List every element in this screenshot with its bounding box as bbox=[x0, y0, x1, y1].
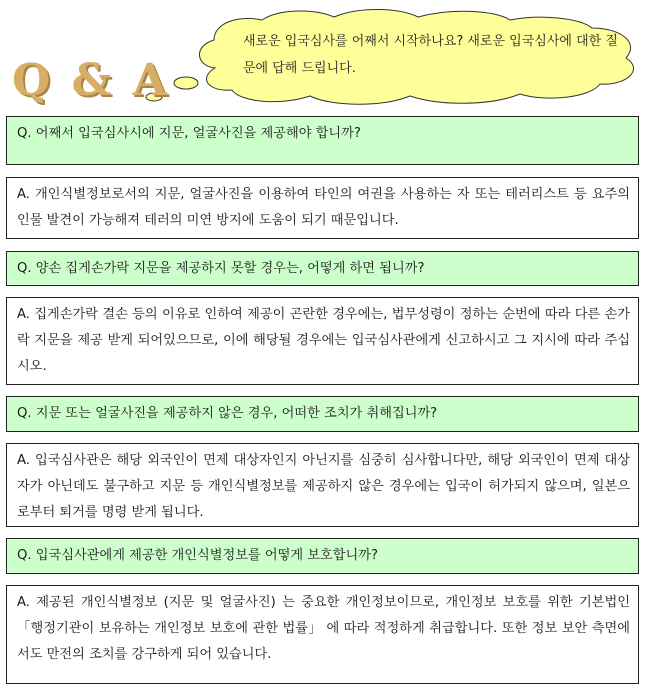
intro-text: 새로운 입국심사를 어째서 시작하나요? 새로운 입국심사에 대한 질문에 답해 드립니다. bbox=[243, 34, 618, 76]
answer-box-2: A. 집게손가락 결손 등의 이유로 인하여 제공이 곤란한 경우에는, 법무성령이 정하는 순번에 따라 다른 손가락 지문을 제공 받게 되어있으므로, 이에 해당될 경우에는 입국심사관에게 신고하시고 그 지시에 따라 주십시오. bbox=[6, 297, 639, 385]
question-box-3: Q. 지문 또는 얼굴사진을 제공하지 않은 경우, 어떠한 조치가 취해집니까? bbox=[6, 396, 639, 432]
answer-box-1: A. 개인식별정보로서의 지문, 얼굴사진을 이용하여 타인의 여권을 사용하는 자 또는 테러리스트 등 요주의 인물 발견이 가능해져 테러의 미연 방지에 도움이 되기 때문입니다. bbox=[6, 177, 639, 239]
answer-box-3: A. 입국심사관은 해당 외국인이 면제 대상자인지 아닌지를 심중히 심사합니다만, 해당 외국인이 면제 대상자가 아닌데도 불구하고 지문 등 개인식별정보를 제공하지 않은 경우에는 입국이 허가되지 않으며, 일본으로부터 퇴거를 명령 받게 됩니다. bbox=[6, 443, 639, 527]
question-box-1: Q. 어째서 입국심사시에 지문, 얼굴사진을 제공해야 합니까? bbox=[6, 116, 639, 165]
question-box-4: Q. 입국심사관에게 제공한 개인식별정보를 어떻게 보호합니까? bbox=[6, 538, 639, 574]
qa-logo: Q & A bbox=[12, 55, 170, 106]
header bbox=[0, 0, 653, 110]
answer-box-4: A. 제공된 개인식별정보 (지문 및 얼굴사진) 는 중요한 개인정보이므로, 개인정보 보호를 위한 기본법인 「행정기관이 보유하는 개인정보 보호에 관한 법률」 에 따라 적정하게 취급합니다. 또한 정보 보안 측면에서도 만전의 조치를 강구하게 되어 있습니다. bbox=[6, 585, 639, 684]
question-box-2: Q. 양손 집게손가락 지문을 제공하지 못할 경우는, 어떻게 하면 됩니까? bbox=[6, 251, 639, 286]
